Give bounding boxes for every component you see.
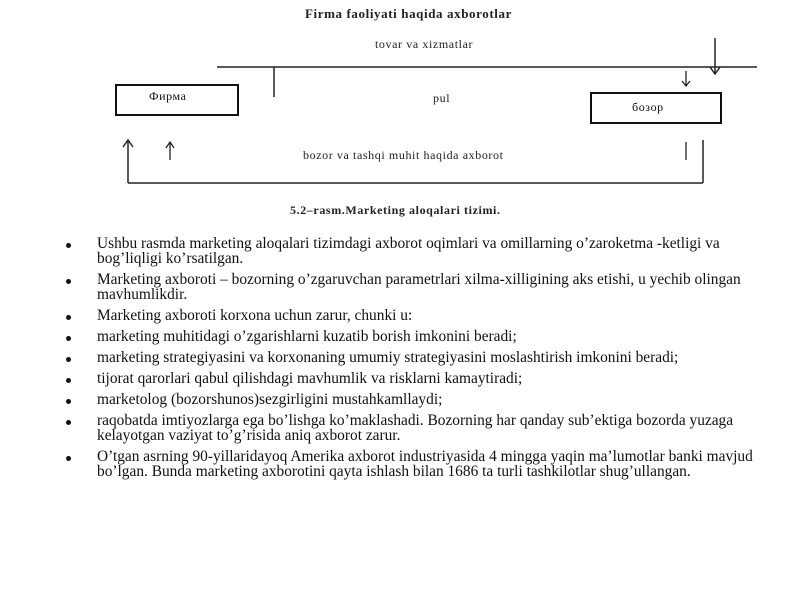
bullet-dot-icon xyxy=(66,315,71,320)
firm-label: Фирма xyxy=(149,89,187,103)
list-item-text: O’tgan asrning 90-yillaridayoq Amerika axborot industriyasida 4 mingga yaqin ma’lumotlar banki mavjud bo’lgan. Bunda marketing axborotini qayta ishlash bilan 1686 ta turli tashkilotlar shug’ullangan. xyxy=(97,448,753,480)
list-item xyxy=(0,392,757,407)
list-item xyxy=(0,308,757,323)
arrow-down-icon xyxy=(682,71,690,86)
list-item-text: marketolog (bozorshunos)sezgirligini mustahkamllaydi; xyxy=(97,391,443,408)
bullet-list xyxy=(0,236,800,485)
bullet-dot-icon xyxy=(66,378,71,383)
firm-box xyxy=(115,84,239,116)
list-item xyxy=(0,449,757,479)
goods-services-label: tovar va xizmatlar xyxy=(375,37,474,51)
list-item-text: Marketing axboroti – bozorning o’zgaruvchan parametrlari xilma-xilligining aks etishi, u yechib olingan mavhumlikdir. xyxy=(97,271,741,303)
marketing-diagram xyxy=(0,0,800,225)
figure-caption: 5.2–rasm.Marketing aloqalari tizimi. xyxy=(290,203,501,217)
list-item xyxy=(0,329,757,344)
list-item xyxy=(0,413,757,443)
arrow-up-icon xyxy=(166,142,174,160)
bullet-dot-icon xyxy=(66,420,71,425)
list-item xyxy=(0,236,757,266)
bullet-dot-icon xyxy=(66,279,71,284)
list-item xyxy=(0,371,757,386)
list-item xyxy=(0,350,757,365)
market-box xyxy=(590,92,722,124)
bullet-dot-icon xyxy=(66,336,71,341)
list-item-text: marketing strategiyasini va korxonaning umumiy strategiyasini moslashtirish imkonini beradi; xyxy=(97,349,679,366)
bullet-dot-icon xyxy=(66,399,71,404)
list-item xyxy=(0,272,757,302)
list-item-text: marketing muhitidagi o’zgarishlarni kuzatib borish imkonini beradi; xyxy=(97,328,517,345)
arrow-down-icon xyxy=(710,38,720,74)
market-label: бозор xyxy=(632,100,664,114)
bullet-dot-icon xyxy=(66,357,71,362)
bullet-dot-icon xyxy=(66,456,71,461)
list-item-text: tijorat qarorlari qabul qilishdagi mavhumlik va risklarni kamaytiradi; xyxy=(97,370,523,387)
list-item-text: Marketing axboroti korxona uchun zarur, chunki u: xyxy=(97,307,413,324)
arrow-up-icon xyxy=(123,140,133,183)
money-label: pul xyxy=(433,91,451,105)
market-info-label: bozor va tashqi muhit haqida axborot xyxy=(303,148,504,162)
diagram-title: Firma faoliyati haqida axborotlar xyxy=(305,6,512,21)
list-item-text: raqobatda imtiyozlarga ega bo’lishga ko’maklashadi. Bozorning har qanday sub’ektiga bozorda yuzaga kelayotgan vaziyat to’g’risida aniq axborot zarur. xyxy=(97,412,734,444)
list-item-text: Ushbu rasmda marketing aloqalari tizimdagi axborot oqimlari va omillarning o’zaroketma -ketligi va bog’liqligi ko’rsatilgan. xyxy=(97,235,720,267)
bullet-dot-icon xyxy=(66,243,71,248)
